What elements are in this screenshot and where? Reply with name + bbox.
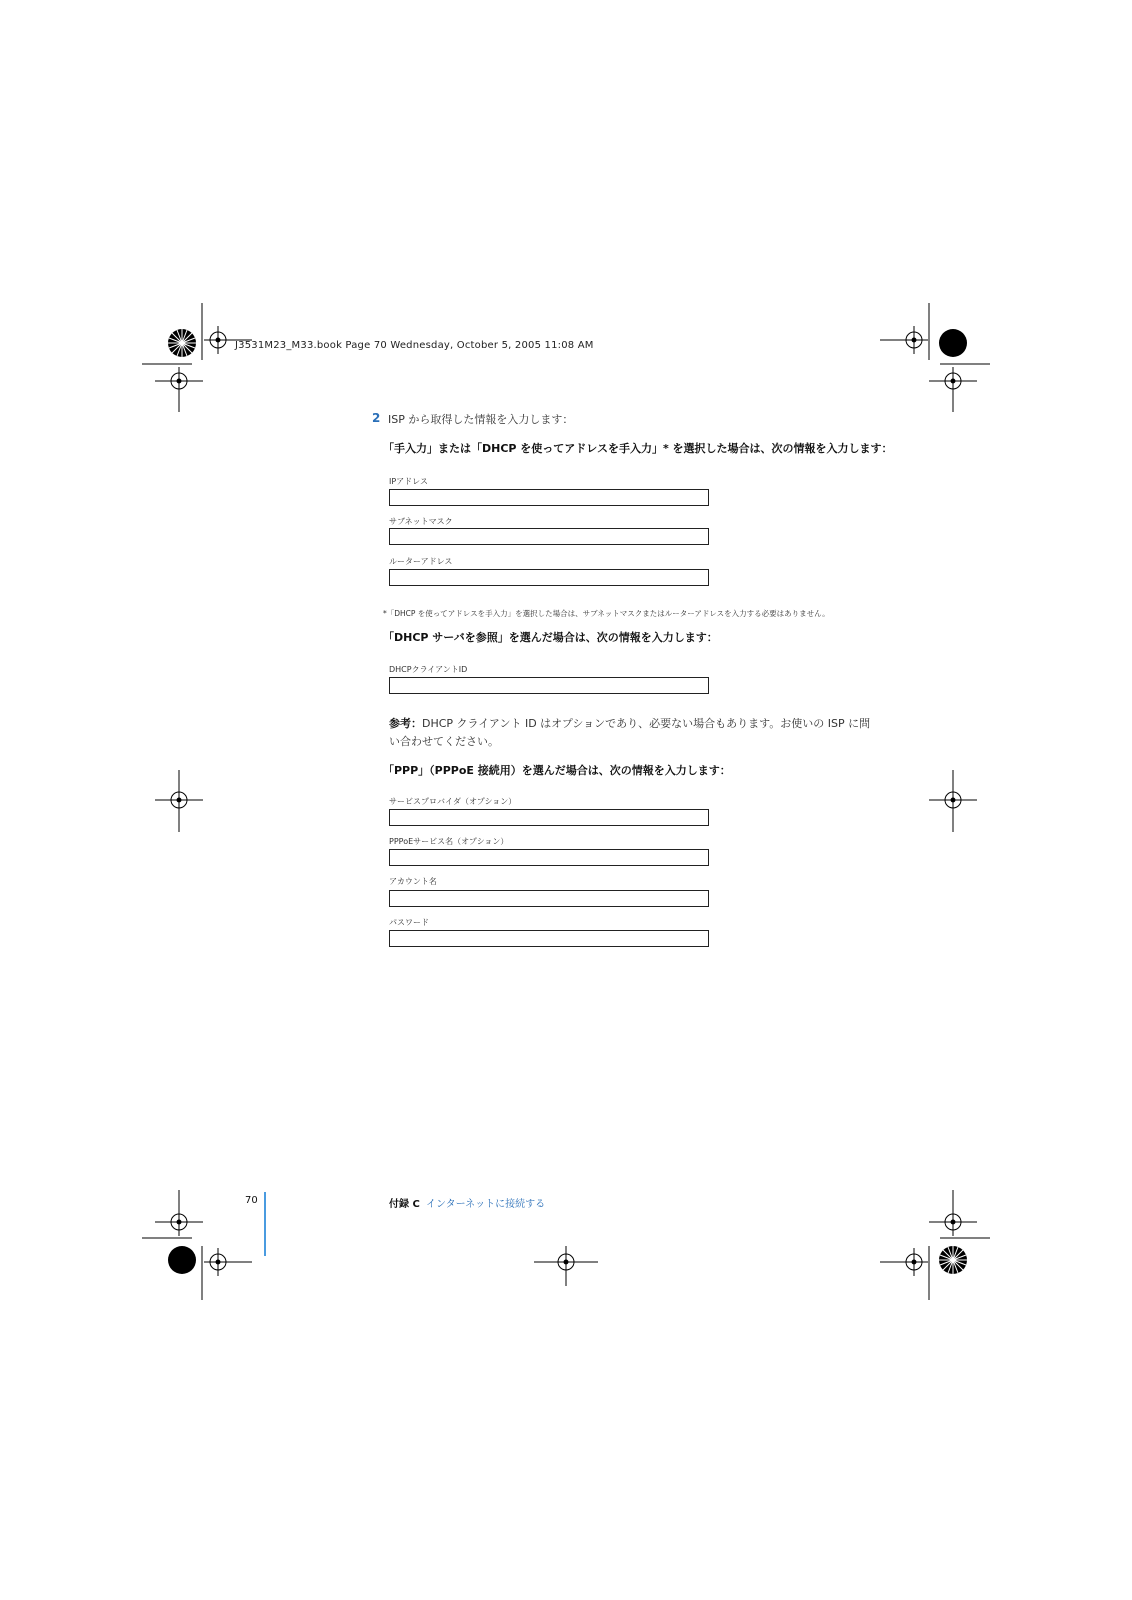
section-ppp-heading: 「PPP」（PPPoE 接続用）を選んだ場合は、次の情報を入力します： — [383, 764, 731, 777]
pppoe-service-name-label: PPPoEサービス名（オプション） — [389, 837, 509, 846]
section-dhcp-heading: 「DHCP サーバを参照」を選んだ場合は、次の情報を入力します： — [383, 631, 718, 644]
page-number: 70 — [245, 1195, 258, 1206]
footer-chapter: 付録 C — [389, 1199, 420, 1210]
ip-address-label: IPアドレス — [389, 477, 428, 486]
pppoe-service-name-field[interactable] — [389, 849, 709, 866]
footer-chapter-title: インターネットに接続する — [426, 1199, 546, 1210]
footnote: *「DHCP を使ってアドレスを手入力」を選択した場合は、サブネットマスクまたはルーターアドレスを入力する必要はありません。 — [383, 609, 830, 618]
subnet-mask-label: サブネットマスク — [389, 517, 453, 526]
account-name-label: アカウント名 — [389, 877, 437, 886]
step-instruction: ISP から取得した情報を入力します： — [388, 413, 574, 426]
subnet-mask-field[interactable] — [389, 528, 709, 545]
dhcp-client-id-label: DHCPクライアントID — [389, 665, 468, 674]
step-number: 2 — [372, 411, 381, 425]
note-paragraph — [389, 715, 879, 751]
print-slug: J3531M23_M33.book Page 70 Wednesday, October 5, 2005 11:08 AM — [235, 340, 594, 351]
router-address-label: ルーターアドレス — [389, 557, 453, 566]
password-field[interactable] — [389, 930, 709, 947]
service-provider-field[interactable] — [389, 809, 709, 826]
note-label: 参考： — [389, 717, 422, 730]
service-provider-label: サービスプロバイダ（オプション） — [389, 797, 517, 806]
dhcp-client-id-field[interactable] — [389, 677, 709, 694]
account-name-field[interactable] — [389, 890, 709, 907]
footer-rule — [264, 1192, 266, 1256]
section-manual-heading: 「手入力」または「DHCP を使ってアドレスを手入力」* を選択した場合は、次の情報を入力します： — [383, 442, 893, 455]
router-address-field[interactable] — [389, 569, 709, 586]
note-text: DHCP クライアント ID はオプションであり、必要ない場合もあります。お使いの ISP に問い合わせてください。 — [389, 717, 871, 748]
ip-address-field[interactable] — [389, 489, 709, 506]
password-label: パスワード — [389, 918, 429, 927]
